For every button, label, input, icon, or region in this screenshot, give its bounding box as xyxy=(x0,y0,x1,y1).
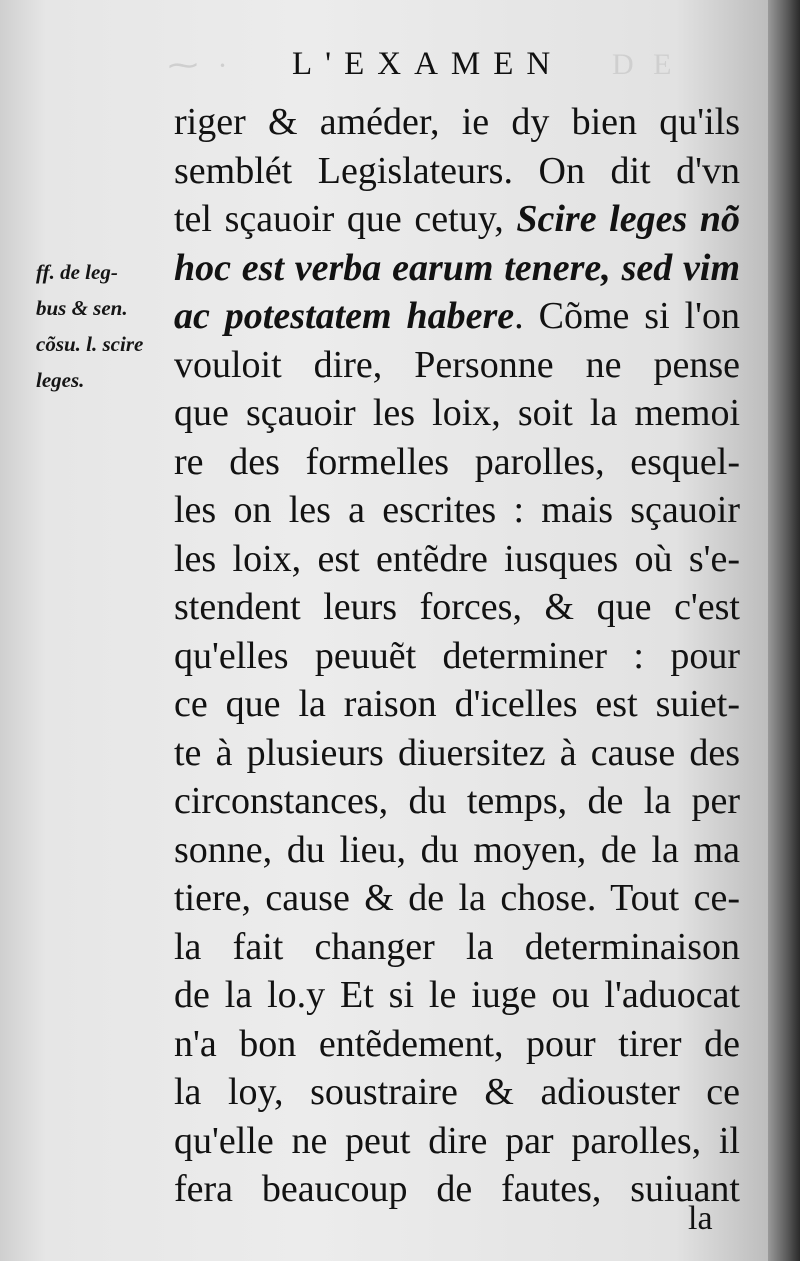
margin-line: leges. xyxy=(36,368,85,392)
text-line: sonne, du lieu, du moyen, de la ma xyxy=(174,828,740,871)
margin-line: bus & sen. xyxy=(36,296,128,320)
marginal-citation xyxy=(36,254,174,398)
text-line: qu'elles peuuẽt determiner : pour xyxy=(174,634,740,677)
margin-line: cõsu. l. scire xyxy=(36,332,144,356)
text-line: semblét Legislateurs. On dit d'vn xyxy=(174,149,740,192)
text-line: tiere, cause & de la chose. Tout ce- xyxy=(174,877,740,919)
text-line: riger & améder, ie dy bien qu'ils xyxy=(174,101,740,143)
body-text xyxy=(174,98,740,1214)
text-line: tel sçauoir que cetuy, Scire leges nõ xyxy=(174,198,740,240)
latin-quote: ac potestatem habere xyxy=(174,295,515,337)
page-edge-shadow xyxy=(768,0,800,1261)
text-line: ac potestatem habere. Cõme si l'on xyxy=(174,295,740,337)
text-line: les on les a escrites : mais sçauoir xyxy=(174,489,740,531)
text-line: circonstances, du temps, de la per xyxy=(174,780,740,822)
text-line: les loix, est entẽdre iusques où s'e- xyxy=(174,537,740,580)
text-line: ce que la raison d'icelles est suiet- xyxy=(174,683,740,725)
text-line xyxy=(174,244,740,293)
text-line: que sçauoir les loix, soit la memoi xyxy=(174,392,740,434)
latin-quote: hoc est verba earum tenere, sed vim xyxy=(174,246,740,289)
margin-line: ff. de leg- xyxy=(36,260,118,284)
text-line: qu'elle ne peut dire par parolles, il xyxy=(174,1119,740,1162)
bleed-through-right: D E xyxy=(612,48,678,81)
bleed-through-left: ⁓ · xyxy=(168,49,234,82)
text-line: la fait changer la determinaison xyxy=(174,925,740,968)
text-line: te à plusieurs diuersitez à cause des xyxy=(174,731,740,774)
catchword: la xyxy=(688,1200,713,1237)
text-line: de la lo.y Et si le iuge ou l'aduocat xyxy=(174,974,740,1016)
text-line: fera beaucoup de fautes, suiuant xyxy=(174,1168,740,1210)
text-line: re des formelles parolles, esquel- xyxy=(174,440,740,483)
latin-quote: Scire leges nõ xyxy=(516,198,740,240)
text-line: stendent leurs forces, & que c'est xyxy=(174,586,740,628)
running-header: L'EXAMEN xyxy=(292,46,564,82)
text-line: n'a bon entẽdement, pour tirer de xyxy=(174,1022,740,1065)
text-line: vouloit dire, Personne ne pense xyxy=(174,343,740,386)
text-line: la loy, soustraire & adiouster ce xyxy=(174,1071,740,1113)
